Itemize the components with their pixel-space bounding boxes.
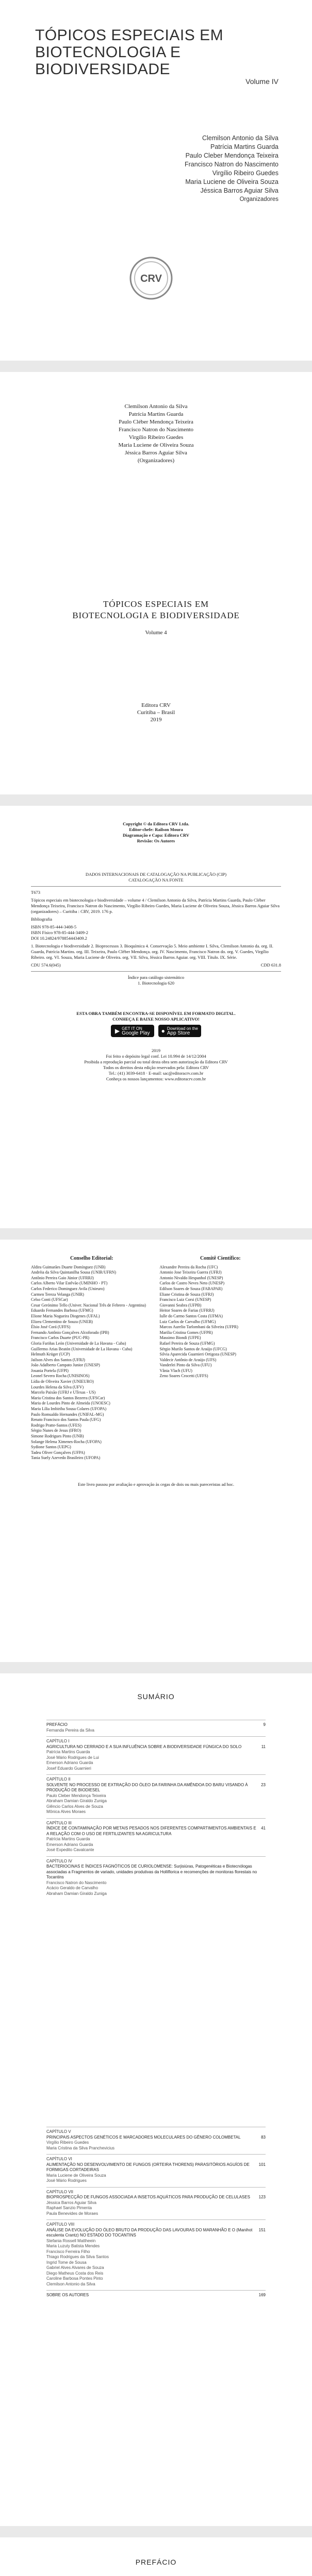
board-member: Antonio Nivaldo Hespanhol (UNESP) [159, 1275, 223, 1280]
toc-author: José Mário Rodrigues de Lui [46, 1755, 99, 1760]
toc-author: José Expedito Cavalcante [46, 1848, 94, 1852]
toc-title: PREFÁCIO [46, 1722, 68, 1727]
toc-item[interactable] [46, 1774, 266, 1818]
google-badge-text [122, 1026, 150, 1036]
board-member: Maria Cristina dos Santos Bezerra (UFSCar) [31, 1395, 105, 1400]
board-member: Silvia Aparecida Guarnieri Ortigoza (UNESP) [159, 1352, 236, 1357]
board-member: Leonel Severo Rocha (UNISINOS) [31, 1374, 90, 1379]
copyright-line: Editor-chefe: Railson Moura [129, 827, 183, 832]
toc-page-number: 11 [261, 1744, 266, 1749]
editorial-list [31, 1265, 153, 1461]
title-page-title [31, 599, 281, 621]
board-member: Sérgio Murilo Santos de Araújo (UFCG) [159, 1346, 227, 1351]
cover-title-line: BIODIVERSIDADE [35, 61, 171, 78]
cover-title-line: BIOTECNOLOGIA E [35, 44, 181, 61]
toc-item[interactable] [46, 2154, 266, 2187]
copyright-line: Diagramação e Capa: Editora CRV [122, 833, 190, 838]
toc-author: Stefania Rossell Mattheein [46, 2238, 96, 2243]
scientific-heading: Comitê Científico: [200, 1256, 241, 1261]
board-member: Elizeu Clementino de Souza (UNEB) [31, 1319, 93, 1324]
toc-page-number: 83 [261, 2134, 266, 2140]
toc-title: AGRICULTURA NO CERRADO E A SUA INFLUÊNCIA SOBRE A BIODIVERSIDADE FÚNGICA DO SOLO [46, 1744, 242, 1749]
cip-box [31, 886, 281, 972]
toc-title-row [46, 2293, 266, 2298]
board-member: Celso Conti (UFSCar) [31, 1297, 68, 1302]
badge-caption: GET IT ON [122, 1026, 142, 1031]
board-member: Lídia de Oliveira Xavier (UNIEURO) [31, 1379, 94, 1384]
publisher-line: 2019 [150, 717, 162, 723]
toc-title-row [46, 1864, 266, 1880]
toc-author: Patrícia Martins Guarda [46, 1750, 90, 1754]
cdd-code: CDD 631.8 [260, 962, 281, 968]
doi-line: DOI 10.24824/978854443409.2 [31, 936, 87, 941]
scientific-list [160, 1265, 282, 1379]
digital-notice [0, 1011, 312, 1022]
google-play-badge[interactable] [111, 1025, 154, 1037]
scientific-committee [160, 1256, 282, 1461]
isbn-line: ISBN Físico 978-85-444-3409-2 [31, 930, 88, 935]
toc-chapter-number: CAPÍTULO I [46, 1739, 70, 1743]
toc-author: Emerson Adriano Guarda [46, 1842, 93, 1847]
toc-item[interactable] [46, 1736, 266, 1774]
cip-bibliography: Bibliografia [31, 917, 53, 922]
cover-author: Jéssica Barros Aguiar Silva [200, 187, 278, 194]
cover-author: Clemilson Antonio da Silva [202, 134, 278, 142]
toc-author: Maria Cristina da Silva Pranchevicius [46, 2145, 115, 2150]
cip-subheading: CATALOGAÇÃO NA FONTE [128, 877, 184, 883]
board-member: Giovanni Seabra (UFPB) [159, 1302, 202, 1308]
board-member: Andréia da Silva Quintanilha Sousa (UNIR/UFRN) [31, 1270, 117, 1275]
toc-page-number: 151 [258, 2227, 266, 2232]
preface-heading: PREFÁCIO [135, 2558, 177, 2566]
toc-author: Virgílio Ribeiro Guedes [46, 2140, 89, 2145]
rights-line: Foi feito o depósito legal conf. Lei 10.994 de 14/12/2004 [106, 1054, 206, 1059]
toc-title: BACTERIOCINAS E ÍNDICES FAGNÓTICOS DE CURIOLOMENSE: Surjisiúras, Patogenéticas e Biotecnólogas associadas a Fragmentos de variado, unidades produtivas da Holliflorica e recomenções de monitoras florestais no Tocantins [46, 1864, 257, 1879]
board-member: Elione Maria Nogueira Diogenes (UFAL) [31, 1313, 100, 1318]
board-member: Eliane Cristina de Souza (UFRJ) [159, 1292, 214, 1297]
cover-title-line: TÓPICOS ESPECIAIS EM [35, 27, 224, 44]
board-member: Zeno Soares Crocetti (UFFS) [159, 1374, 208, 1379]
toc-title-row [46, 1744, 266, 1750]
copyright-line: Revisão: Os Autores [137, 838, 175, 843]
rights-line: Conheça os nossos lançamentos: www.editoracrv.com.br [106, 1076, 206, 1081]
cover-organizers: Organizadores [239, 196, 278, 202]
editorial-heading: Conselho Editorial: [70, 1256, 113, 1261]
board-member: Luiz Carlos de Carvalho (UFMG) [159, 1319, 216, 1324]
cip-record [31, 872, 281, 986]
toc-author: Josef Eduardo Guarnieri [46, 1766, 91, 1771]
cover-page [0, 0, 312, 361]
copyright-block [0, 821, 312, 844]
toc-item[interactable] [46, 1818, 266, 1856]
toc-chapter-number: CAPÍTULO V [46, 2129, 71, 2134]
board-member: Maria de Lourdes Pinto de Almeida (UNOESC) [31, 1401, 110, 1406]
board-member: Josania Portela (UFPI) [31, 1368, 69, 1373]
board-member: Alexandre Pereira da Rocha (UFC) [159, 1264, 218, 1269]
board-member: Francisco Carlos Duarte (PUC-PR) [31, 1335, 90, 1341]
apple-icon: ● [161, 1027, 165, 1035]
classification-row [31, 962, 281, 968]
board-member: Iulle do Carmo Santos Costa (UFMA) [159, 1313, 223, 1318]
board-member: Carlos Alberto Vilar Estêvão (UMINHO - PT) [31, 1281, 108, 1286]
notice-line: ESTA OBRA TAMBÉM ENCONTRA-SE DISPONÍVEL EM FORMATO DIGITAL. [76, 1011, 236, 1016]
board-member: Antônio Pereira Gaio Júnior (UFRRJ) [31, 1275, 94, 1280]
toc-item[interactable] [46, 2187, 266, 2220]
toc-item[interactable] [46, 1720, 266, 1736]
toc-title: ANÁLISE DA EVOLUÇÃO DO ÓLEO BRUTO DA PRODUÇÃO DAS LAVOURAS DO MARANHÃO E O (Manihot esculenta Crantz) NO ESTADO DO TOCANTINS [46, 2227, 253, 2238]
cover-author: Virgílio Ribeiro Guedes [212, 170, 278, 177]
board-member: Maria Lília Imbiriba Sousa Colares (UFOPA) [31, 1406, 107, 1412]
board-member: Marilia Cristina Gomes (UFPR) [159, 1330, 213, 1335]
toc-chapter-number: CAPÍTULO IV [46, 1858, 72, 1863]
toc-list [46, 1720, 266, 1900]
board-member: João Adalberto Campato Junior (UNESP) [31, 1363, 100, 1368]
author-line: Maria Luciene de Oliveira Souza [118, 442, 194, 448]
board-member: Cesar Gerónimo Tello (Univer. Nacional Três de Febrero - Argentina) [31, 1302, 146, 1308]
board-member: Simone Rodrigues Pinto (UNB) [31, 1434, 84, 1438]
copyright-page [0, 806, 312, 1228]
toc-item[interactable] [46, 2219, 266, 2290]
board-member: Fernando Antônio Gonçalves Alcoforado (IPB) [31, 1330, 109, 1335]
board-member: Élsio José Corá (UFFS) [31, 1325, 71, 1330]
title-page-authors [0, 403, 312, 465]
board-member: Sérgio Nunes de Jesus (IFRO) [31, 1428, 81, 1433]
toc-chapter-number: CAPÍTULO VI [46, 2157, 72, 2161]
toc-title-row [46, 2195, 266, 2200]
toc-title-row [46, 2135, 266, 2141]
cip-code: T673 [31, 890, 40, 895]
badge-store: Google Play [122, 1030, 150, 1036]
title-page-volume: Volume 4 [145, 630, 167, 636]
toc-title: SOBRE OS AUTORES [46, 2293, 89, 2297]
toc-author: Maria Luciene de Oliveira Souza [46, 2173, 106, 2178]
publisher-line: Curitiba – Brasil [137, 709, 175, 716]
title-page [0, 372, 312, 794]
toc-list [46, 2127, 266, 2301]
board-member: Massimo Biondi (UFPE) [159, 1335, 201, 1341]
toc-author: Emerson Adriano Guarda [46, 1760, 93, 1765]
board-member: Sydione Santos (UEPG) [31, 1445, 71, 1450]
toc-author: Paulo Cleber Mendonça Teixeira [46, 1793, 106, 1798]
toc-author: José Mário Rodrigues [46, 2178, 87, 2183]
author-line: Virgílio Ribeiro Guedes [128, 434, 184, 440]
author-line: (Organizadores) [137, 457, 175, 464]
cdu-code: CDU 574.6(045) [31, 962, 61, 968]
preface-page [0, 2537, 312, 2576]
toc-item[interactable] [46, 2127, 266, 2154]
cover-author: Maria Luciene de Oliveira Souza [185, 178, 278, 185]
toc-page-number: 169 [258, 2293, 266, 2297]
apple-badge-text [167, 1026, 198, 1036]
rights-line: Todos os direitos desta edição reservados pela: Editora CRV [103, 1065, 209, 1070]
title-page-publisher [0, 702, 312, 723]
notice-line: CONHEÇA E BAIXE NOSSO APLICATIVO! [112, 1016, 200, 1022]
toc-item[interactable] [46, 1856, 266, 1900]
toc-author: Abraham Damian Giraldo Zuniga [46, 1799, 107, 1803]
board-member: Marcos Aurelio Tarlombani da Silveira (UFPR) [159, 1325, 238, 1330]
toc-author: Clemilson Antonio da Silva [46, 2281, 95, 2286]
toc-title: ALIMENTAÇÃO NO DESENVOLVIMENTO DE FUNGOS (ORTEIRA THORENS) PARASITÓRIOS AGUÍOS DE FORMIGAS CORTADEIRAS [46, 2162, 250, 2172]
toc-chapter-number: CAPÍTULO III [46, 1820, 72, 1825]
board-member: Carlos Federico Dominguez Avila (Unieuro) [31, 1286, 105, 1291]
cover-author: Paulo Cleber Mendonça Teixeira [185, 152, 278, 159]
toc-title-row [46, 1783, 266, 1793]
publisher-logo-icon [128, 255, 174, 301]
board-member: Francisco Luiz Corsi (UNESP) [159, 1297, 211, 1302]
toc-author: Jéssica Barros Aguiar Silva [46, 2200, 96, 2205]
rights-block [0, 1048, 312, 1082]
board-member: Eduardo Fernandes Barbosa (UFMG) [31, 1308, 93, 1313]
toc-author: Fernanda Pereira da Silva [46, 1727, 94, 1733]
toc-author: Abraham Damian Giraldo Zuniga [46, 1891, 107, 1896]
board-member: Renato Francisco dos Santos Paula (UFG) [31, 1417, 101, 1422]
board-member: Vânia Vlach (UFU) [159, 1368, 192, 1373]
board-member: Jailson Alves dos Santos (UFRJ) [31, 1357, 85, 1362]
cip-entry: Tópicos especiais em biotecnologia e biodiversidade – volume 4 / Clemilson Antonio da Silva, Patrícia Martins Guarda, Paulo Cléber Mendonça Teixeira, Francisco Natron do Nascimento, Virgílio Ribeiro Guedes, Maria Luciene de Oliveira Souza, Jéssica Barros Aguiar Silva (organizadores) – Curitiba : CRV, 2019. 176 p. [31, 897, 280, 914]
board-member: Guillermo Arias Beatón (Universidade de La Havana - Cuba) [31, 1346, 133, 1351]
svg-text:CRV: CRV [140, 273, 162, 284]
author-line: Francisco Natron do Nascimento [118, 427, 194, 433]
isbn-line: ISBN 978-85-444-3408-5 [31, 924, 77, 929]
app-badges [111, 1025, 201, 1037]
board-member: Carlos de Castro Neves Neto (UNESP) [159, 1281, 225, 1286]
board-member: Paulo Romualdo Hernandes (UNIFAL-MG) [31, 1412, 104, 1417]
editorial-board [31, 1256, 281, 1461]
toc-author: Francisco Natron do Nascimento [46, 1880, 107, 1885]
toc-title-row [46, 2162, 266, 2173]
board-member: Tania Suely Azevedo Brasileiro (UFOPA) [31, 1455, 101, 1461]
toc-author: Maria Luzuty Batista Mendes [46, 2244, 100, 2248]
toc-author: Glêncio Carlos Alves de Souza [46, 1804, 103, 1809]
table-of-contents-page [0, 1673, 312, 2526]
board-member: Carmen Tereza Velanga (UNIR) [31, 1292, 84, 1297]
board-member: Rodrigo Pratte-Santos (UFES) [31, 1422, 81, 1428]
year: 2019 [152, 1048, 160, 1053]
copyright-line: Copyright © da Editora CRV Ltda. [123, 821, 189, 826]
toc-chapter-number: CAPÍTULO VIII [46, 2222, 75, 2227]
toc-page-number: 123 [258, 2195, 266, 2199]
board-member: Gloria Fariñas León (Universidade de La Havana - Cuba) [31, 1341, 126, 1346]
board-member: Valdecir Antônio de Araújo (UFS) [159, 1357, 217, 1362]
toc-author: Paula Benevides de Moraes [46, 2211, 98, 2216]
cover-title [35, 27, 283, 78]
toc-author: Raphael Sanzio Pimenta [46, 2206, 92, 2210]
toc-item[interactable] [46, 2290, 266, 2301]
cover-volume: Volume IV [245, 77, 278, 86]
toc-author: Thiago Rodrigues da Silva Santos [46, 2255, 109, 2259]
cip-subjects: 1. Biotecnologia e biodiversidade 2. Bioprocessos 3. Bioquímica 4. Conservação 5. Meio ambiente I. Silva, Clemilson Antonio da. org. II. Guarda, Patrícia Martins. org. III. Teixeira, Paulo Cléber Mendonça. org. IV. Nascimento, Francisco Natron do. org. V. Guedes, Virgílio Ribeiro. org. VI. Souza, Maria Luciene de Oliveira. org. VII. Silva, Jéssica Barros Aguiar. org. VIII. Título. IX. Série. [31, 943, 273, 960]
board-member: Edilson Soares de Souza (FABAPAR) [159, 1286, 223, 1291]
editorial-council [31, 1256, 153, 1461]
toc-author: Acácio Geraldo de Carvalho [46, 1886, 98, 1890]
board-member: Vanderlei Pinto da Silva (UFU) [159, 1363, 212, 1368]
badge-store: App Store [167, 1030, 190, 1036]
publisher-line: Editora CRV [141, 702, 171, 708]
toc-author: Diego Matheus Costa dos Reis [46, 2270, 104, 2276]
board-member: Rafael Pereira de Souza (UFMG) [159, 1341, 215, 1346]
toc-title: PRINCIPAIS ASPECTOS GENÉTICOS E MARCADORES MOLECULARES DO GÊNERO COLOMBETAL [46, 2134, 241, 2140]
toc-author: Gabriel Alves Alvares de Souza [46, 2265, 104, 2270]
toc-title: SOLVENTE NO PROCESSO DE EXTRAÇÃO DO ÓLEO DA FARINHA DA AMÊNDOA DO BARU VISANDO À PRODUÇÃO DE BIODIESEL [46, 1782, 248, 1792]
toc-title-row [46, 1722, 266, 1728]
board-member: Lourdes Helena da Silva (UFV) [31, 1384, 84, 1389]
toc-title-row [46, 2228, 266, 2239]
title-line: BIOTECNOLOGIA E BIODIVERSIDADE [72, 611, 240, 620]
toc-author: Francisco Ferreira Filho [46, 2249, 90, 2254]
toc-chapter-number: CAPÍTULO II [46, 1777, 71, 1782]
toc-page-number: 101 [258, 2162, 266, 2167]
cover-author: Francisco Natron do Nascimento [184, 161, 278, 168]
play-store-icon: ▶ [114, 1027, 120, 1035]
author-line: Jéssica Barros Aguiar Silva [125, 450, 187, 456]
cip-heading: DADOS INTERNACIONAIS DE CATALOGAÇÃO NA PUBLICAÇÃO (CIP) [85, 872, 227, 877]
board-member: Antonio Jose Teixeira Guerra (UFRJ) [159, 1270, 222, 1275]
toc-author: Ingrid Tome de Sousa [46, 2260, 87, 2265]
board-member: Aldira Guimarães Duarte Domínguez (UNB) [31, 1264, 106, 1269]
toc-author: Mônica Alves Moraes [46, 1809, 86, 1814]
rights-line: Proibida a reprodução parcial ou total desta obra sem autorização da Editora CRV [84, 1059, 228, 1064]
peer-review-note: Este livro passou por avaliação e aprovação às cegas de dois ou mais pareceristas ad hoc. [77, 1482, 235, 1487]
editorial-board-page [0, 1240, 312, 1662]
title-line: TÓPICOS ESPECIAIS EM [103, 599, 209, 609]
toc-title-row [46, 1826, 266, 1837]
toc-title: ÍNDICE DE CONTAMINAÇÃO POR METAIS PESADOS NOS DIFERENTES COMPARTIMENTOS AMBIENTAIS E A RELAÇÃO COM O USO DE FERTILIZANTES NA AGRICULTURA [46, 1826, 256, 1836]
toc-page-number: 23 [261, 1782, 266, 1787]
author-line: Clemilson Antonio da Silva [124, 403, 188, 410]
toc-heading: SUMÁRIO [137, 1692, 175, 1701]
index-label: Índice para catálogo sistemático [127, 975, 185, 980]
board-member: Marcelo Paixão (UFRJ e UTexas - US) [31, 1390, 96, 1395]
board-member: Solange Helena Ximenes-Rocha (UFOPA) [31, 1439, 102, 1444]
app-store-badge[interactable] [158, 1025, 202, 1037]
badge-caption: Download on the [167, 1026, 198, 1031]
author-line: Patrícia Martins Guarda [128, 411, 184, 417]
toc-title: BIOPROSPECÇÃO DE FUNGOS ASSOCIADA A INSETOS AQUÁTICOS PARA PRODUÇÃO DE CELULASES [46, 2195, 250, 2199]
board-member: Tadeu Oliver Gonçalves (UFPA) [31, 1450, 85, 1455]
cover-author: Patrícia Martins Guarda [210, 143, 278, 150]
toc-chapter-number: CAPÍTULO VII [46, 2189, 74, 2194]
board-member: Helmuth Krüger (UCP) [31, 1352, 70, 1357]
index-entry: 1. Biotecnologia 620 [137, 980, 175, 986]
rights-line: Tel.: (41) 3039-6418 · E-mail: sac@editoracrv.com.br [108, 1071, 204, 1076]
board-member: Heitor Soares de Farias (UFRRJ) [159, 1308, 215, 1313]
cover-authors [139, 134, 278, 204]
toc-author: Patrícia Martins Guarda [46, 1837, 90, 1841]
toc-author: Caroline Barbosa Pontes Pinto [46, 2276, 103, 2281]
toc-page-number: 9 [263, 1722, 266, 1727]
toc-page-number: 41 [261, 1826, 266, 1831]
author-line: Paulo Cléber Mendonça Teixeira [119, 419, 193, 425]
